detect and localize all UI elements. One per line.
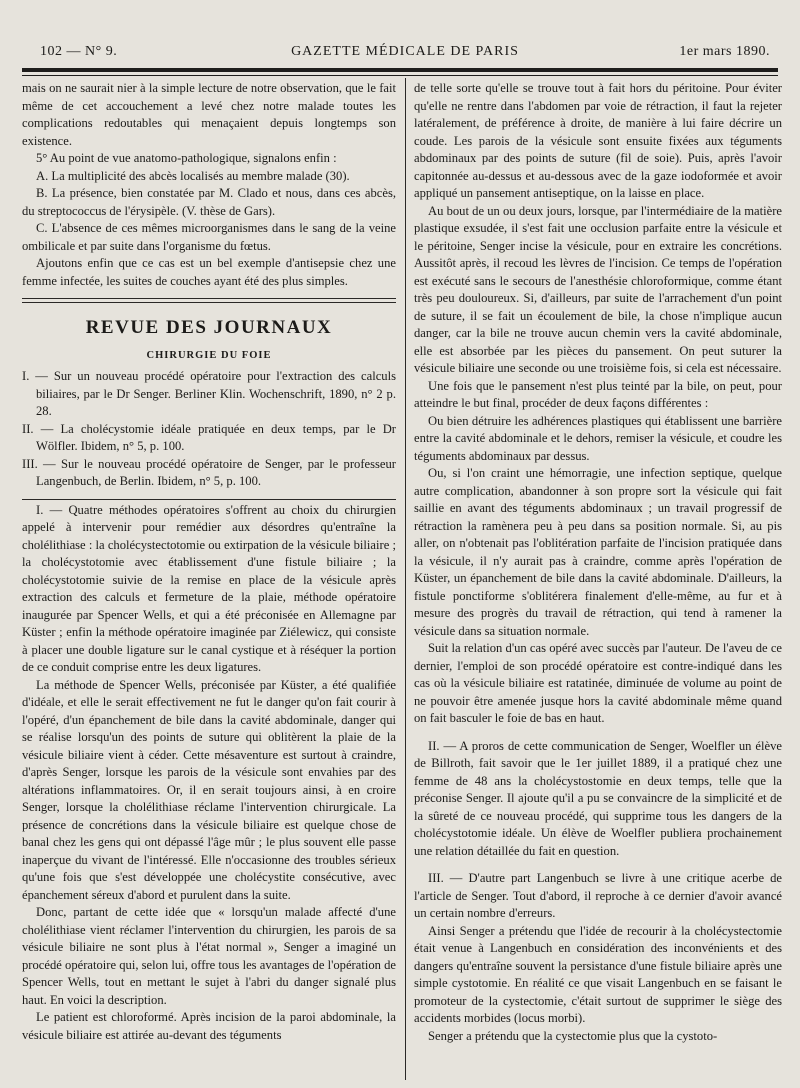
page-number: 102 — N° 9. <box>40 44 118 59</box>
reference: III. — Sur le nouveau procédé opératoire de Senger, par le professeur Langenbuch, de Berlin. Ibidem, n° 5, p. 100. <box>22 456 396 488</box>
issue-date: 1er mars 1890. <box>679 44 770 59</box>
paragraph: A. La multiplicité des abcès localisés au membre malade (30). <box>36 168 350 183</box>
reference: I. — Sur un nouveau procédé opératoire pour l'extraction des calculs biliaires, par le Dr Senger. Berliner Klin. Wochenschrift, 1890, n° 2 p. 28. <box>22 369 396 418</box>
running-header <box>40 40 770 62</box>
column-divider <box>405 78 406 1080</box>
paragraph: Senger a prétendu que la cystectomie plus que la cystoto- <box>428 1028 718 1043</box>
left-column <box>22 80 396 1044</box>
section-title: REVUE DES JOURNAUX <box>85 317 333 338</box>
paragraph: Ou bien détruire les adhérences plastiques qui établissent une barrière entre la cavité abdominale et le dehors, remiser la vésicule, et coudre les téguments abdominaux par dessus. <box>414 413 782 463</box>
paragraph: II. — A proros de cette communication de Senger, Woelfler un élève de Billroth, fait savoir que le 1er juillet 1889, il a pratiqué chez une femme de 48 ans la cholécystostomie en deux temps, telle que la préconise Senger. Il ajoute qu'il a pu se convaincre de la simplicité et de la sûreté de ce nouveau procédé, qui supprime tous les dangers de la cholécystotomie idéale. Un élève de Woelfler publiera prochainement une relation détaillée du fait en question. <box>414 738 782 858</box>
reference: II. — La cholécystomie idéale pratiquée en deux temps, par le Dr Wölfler. Ibidem, n° 5, p. 100. <box>22 421 396 453</box>
paragraph: Suit la relation d'un cas opéré avec succès par l'auteur. De l'aveu de ce dernier, l'emploi de son procédé opératoire est contre-indiqué dans les cas où la vésicule biliaire est ratatinée, diminuée de volume au point de ne pouvoir être amenée jusque hors la cavité abdominale même quand on fait basculer le foie de bas en haut. <box>414 641 782 725</box>
paragraph: La méthode de Spencer Wells, préconisée par Küster, a été qualifiée d'idéale, et elle le serait effectivement ne fut le danger qu'on fait courir à l'opéré, d'un épanchement de bile dans la cavité abdominale, danger qui se réalise lorsqu'un des points de suture qui oblitèrent la plaie de la vésicule biliaire vient à céder. Cette mésaventure est surtout à craindre, d'après Senger, lorsque les parois de la vésicule sont envahies par des altérations inflammatoires. Or, il en serait toujours ainsi, à en croire Senger, lorsque la cholélithiase réclame l'intervention chirurgicale. La présence de concrétions dans la vésicule biliaire est quelque chose de banal chez les gens qui ont dépassé l'âge mûr ; le plus souvent elle passe inaperçue du vivant de l'intéressé. Elle n'occasionne des troubles sérieux qu'une fois que s'est développée une cholécystite consécutive, avec épanchement séreux d'abord et purulent dans la suite. <box>22 677 396 902</box>
paragraph: Ou, si l'on craint une hémorragie, une infection septique, quelque autre complication, abandonner à son propre sort la vésicule qui fait saillie en avant des téguments abdominaux ; un travail progressif de rétraction la ramènera peu à peu dans sa position normale. Si, au pis aller, on n'obtenait pas l'oblitération parfaite de l'incision pratiquée dans la vésicule, il n'y aurait pas à craindre, comme après l'opération de Küster, un épanchement de bile dans la cavité abdominale. D'ailleurs, la fistule ponctiforme s'oblitérera finalement d'elle-même, au fur et à mesure des progrès du travail de rétraction, qui tend à ramener la vésicule dans sa situation normale. <box>414 466 782 638</box>
divider <box>22 499 396 500</box>
paragraph: Donc, partant de cette idée que « lorsqu'un malade affecté d'une cholélithiase vient réclamer l'intervention du chirurgien, les parois de sa vésicule biliaire ne sont plus à l'état normal », Senger a imaginé un procédé opératoire qui, selon lui, offre tous les avantages de l'opération de Spencer Wells, tout en mettant le sujet à l'abri du danger signalé plus haut. En voici la description. <box>22 905 396 1007</box>
paragraph: III. — D'autre part Langenbuch se livre à une critique acerbe de l'article de Senger. Tout d'abord, il reproche à ce dernier d'avoir avancé un certain nombre d'erreurs. <box>414 871 782 920</box>
paragraph: C. L'absence de ces mêmes microorganismes dans le sang de la veine ombilicale et par suite dans l'organisme du fœtus. <box>22 221 396 253</box>
paragraph: I. — Quatre méthodes opératoires s'offrent au choix du chirurgien appelé à intervenir pour remédier aux désordres qu'entraîne la cholélithiase : la cholécystectotomie ou extirpation de la vésicule biliaire ; la cholécystotomie avec établissement d'une fistule biliaire ; la cholécystotomie suivie de la remise en place de la vésicule après extraction des calculs et fermeture de la plaie, méthode opératoire inaugurée par Spencer Wells, et qui a été préconisée en Allemagne par Küster ; enfin la méthode opératoire imaginée par Ziélewicz, qui consiste à placer une double ligature sur le canal cystique et à réséquer la portion de ce conduit comprise entre les deux ligatures. <box>22 502 396 674</box>
right-column <box>414 80 782 1045</box>
journal-title: GAZETTE MÉDICALE DE PARIS <box>291 44 519 59</box>
paragraph: Au bout de un ou deux jours, lorsque, par l'intermédiaire de la matière plastique exsudée, il s'est fait une occlusion parfaite entre la vésicule et le péritoine, Senger incise la vésicule, pour en extraire les concrétions. Aussitôt après, il recoud les lèvres de l'incision. Ce temps de l'opération est exécuté sans le secours de l'anesthésie chloroformique, comme étant très peu douloureux. Si, d'ailleurs, par suite de l'arrachement d'un point de suture, il se fait un écoulement de bile, la chose n'implique aucun danger, car la bile ne trouve aucun chemin vers la cavité abdominale, elle est absorbée par les pièces du pansement. On peut suturer la vésicule biliaire une seconde ou une troisième fois, si cela est nécessaire. <box>414 203 782 375</box>
section-rule <box>22 298 396 303</box>
paragraph: 5° Au point de vue anatomo-pathologique, signalons enfin : <box>36 151 337 165</box>
paragraph: Ainsi Senger a prétendu que l'idée de recourir à la cholécystectomie était venue à Langenbuch en considération des inconvénients et des dangers qu'entraîne souvent la persistance d'une fistule biliaire après une simple cystotomie. En réalité ce que visait Langenbuch en se faisant le promoteur de la cystectomie, c'était surtout de supprimer le siège des accidents morbides (locus morbi). <box>414 923 782 1025</box>
paragraph: Le patient est chloroformé. Après incision de la paroi abdominale, la vésicule biliaire est attirée au-devant des téguments <box>22 1010 396 1042</box>
header-rule-thin <box>22 75 778 76</box>
paragraph: de telle sorte qu'elle se trouve tout à fait hors du péritoine. Pour éviter qu'elle ne rentre dans l'abdomen par voie de rétraction, il faut la rejeter latéralement, de préférence à droite, de manière à lui faire décrire un coude. Les parois de la vésicule sont ensuite fixées aux téguments abdominaux par des points de suture (fil de soie). Puis, après l'avoir capitonnée au-dessus et au-dessous avec de la gaze iodoformée et avoir appliqué un pansement antiseptique, on la laisse en place. <box>414 81 782 200</box>
header-rule <box>22 68 778 72</box>
paragraph: Ajoutons enfin que ce cas est un bel exemple d'antisepsie chez une femme infectée, les suites de couches ayant été des plus simples. <box>22 256 396 288</box>
paragraph: B. La présence, bien constatée par M. Clado et nous, dans ces abcès, du streptococcus de l'érysipèle. (V. thèse de Gars). <box>22 186 396 218</box>
subsection-title: CHIRURGIE DU FOIE <box>146 349 272 361</box>
paragraph: Une fois que le pansement n'est plus teinté par la bile, on peut, pour atteindre le but final, procéder de deux façons différentes : <box>414 378 782 410</box>
paragraph: mais on ne saurait nier à la simple lecture de notre observation, que le fait même de cet accouchement a levé chez notre malade toutes les complications redoutables qui menaçaient depuis longtemps son existence. <box>22 81 396 148</box>
